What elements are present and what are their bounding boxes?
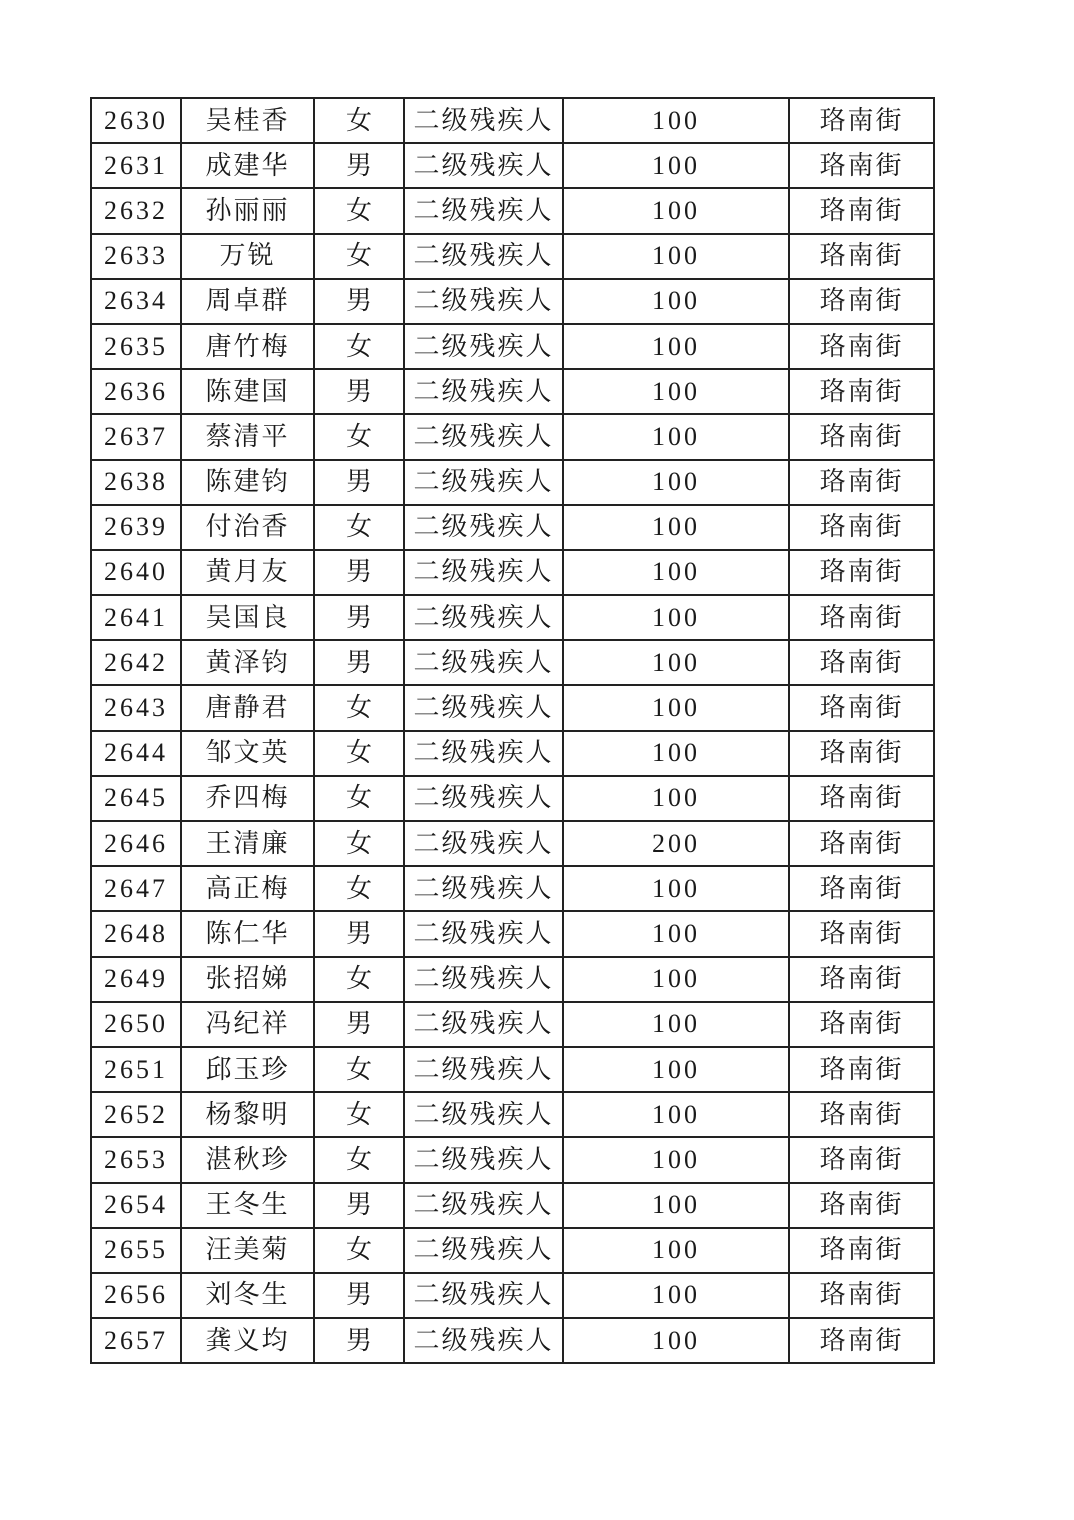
cell-name: 吴桂香: [181, 98, 314, 143]
cell-amount: 100: [563, 98, 789, 143]
table-row: [91, 1137, 934, 1182]
cell-amount: 100: [563, 414, 789, 459]
table-row: [91, 595, 934, 640]
cell-disability-level: 二级残疾人: [404, 776, 563, 821]
cell-amount: 100: [563, 505, 789, 550]
cell-name: 邱玉珍: [181, 1047, 314, 1092]
cell-amount: 100: [563, 866, 789, 911]
cell-number: 2651: [91, 1047, 181, 1092]
cell-number: 2637: [91, 414, 181, 459]
table-row: [91, 776, 934, 821]
cell-disability-level: 二级残疾人: [404, 866, 563, 911]
cell-amount: 100: [563, 1228, 789, 1273]
cell-number: 2657: [91, 1318, 181, 1363]
cell-amount: 100: [563, 1137, 789, 1182]
cell-amount: 100: [563, 1183, 789, 1228]
cell-amount: 100: [563, 188, 789, 233]
cell-name: 孙丽丽: [181, 188, 314, 233]
cell-amount: 100: [563, 685, 789, 730]
cell-street: 珞南街: [789, 550, 934, 595]
cell-street: 珞南街: [789, 731, 934, 776]
cell-disability-level: 二级残疾人: [404, 640, 563, 685]
table-row: [91, 414, 934, 459]
cell-gender: 女: [314, 957, 404, 1002]
cell-disability-level: 二级残疾人: [404, 143, 563, 188]
table-row: [91, 98, 934, 143]
cell-gender: 女: [314, 414, 404, 459]
cell-amount: 100: [563, 369, 789, 414]
cell-number: 2646: [91, 821, 181, 866]
cell-number: 2638: [91, 460, 181, 505]
cell-street: 珞南街: [789, 98, 934, 143]
table-row: [91, 505, 934, 550]
table-row: [91, 957, 934, 1002]
cell-number: 2650: [91, 1002, 181, 1047]
cell-name: 王清廉: [181, 821, 314, 866]
table-row: [91, 640, 934, 685]
table-row: [91, 731, 934, 776]
table-row: [91, 143, 934, 188]
cell-street: 珞南街: [789, 324, 934, 369]
cell-disability-level: 二级残疾人: [404, 1273, 563, 1318]
cell-amount: 100: [563, 279, 789, 324]
cell-gender: 女: [314, 505, 404, 550]
cell-name: 黄月友: [181, 550, 314, 595]
cell-gender: 女: [314, 1047, 404, 1092]
cell-street: 珞南街: [789, 776, 934, 821]
cell-amount: 100: [563, 957, 789, 1002]
cell-amount: 100: [563, 143, 789, 188]
table-row: [91, 1318, 934, 1363]
cell-street: 珞南街: [789, 911, 934, 956]
cell-street: 珞南街: [789, 369, 934, 414]
cell-gender: 男: [314, 279, 404, 324]
table-row: [91, 279, 934, 324]
cell-name: 万锐: [181, 234, 314, 279]
cell-street: 珞南街: [789, 595, 934, 640]
cell-gender: 女: [314, 821, 404, 866]
cell-gender: 女: [314, 324, 404, 369]
table-row: [91, 685, 934, 730]
cell-gender: 男: [314, 550, 404, 595]
cell-disability-level: 二级残疾人: [404, 1183, 563, 1228]
cell-name: 付治香: [181, 505, 314, 550]
cell-street: 珞南街: [789, 685, 934, 730]
cell-disability-level: 二级残疾人: [404, 234, 563, 279]
cell-amount: 100: [563, 911, 789, 956]
cell-name: 唐竹梅: [181, 324, 314, 369]
table-row: [91, 188, 934, 233]
cell-street: 珞南街: [789, 188, 934, 233]
cell-street: 珞南街: [789, 505, 934, 550]
cell-gender: 女: [314, 188, 404, 233]
cell-gender: 男: [314, 1002, 404, 1047]
cell-gender: 男: [314, 143, 404, 188]
table-row: [91, 866, 934, 911]
cell-amount: 100: [563, 640, 789, 685]
table-row: [91, 821, 934, 866]
cell-amount: 100: [563, 460, 789, 505]
table-row: [91, 1047, 934, 1092]
cell-street: 珞南街: [789, 234, 934, 279]
cell-name: 成建华: [181, 143, 314, 188]
cell-street: 珞南街: [789, 460, 934, 505]
cell-amount: 100: [563, 595, 789, 640]
table-row: [91, 550, 934, 595]
cell-amount: 100: [563, 731, 789, 776]
cell-number: 2656: [91, 1273, 181, 1318]
cell-number: 2643: [91, 685, 181, 730]
cell-number: 2630: [91, 98, 181, 143]
cell-number: 2652: [91, 1092, 181, 1137]
cell-gender: 男: [314, 1318, 404, 1363]
cell-disability-level: 二级残疾人: [404, 731, 563, 776]
cell-number: 2633: [91, 234, 181, 279]
cell-disability-level: 二级残疾人: [404, 1318, 563, 1363]
cell-gender: 女: [314, 234, 404, 279]
cell-number: 2641: [91, 595, 181, 640]
cell-gender: 男: [314, 1183, 404, 1228]
cell-street: 珞南街: [789, 957, 934, 1002]
cell-gender: 男: [314, 911, 404, 956]
cell-disability-level: 二级残疾人: [404, 550, 563, 595]
cell-disability-level: 二级残疾人: [404, 821, 563, 866]
cell-name: 龚义均: [181, 1318, 314, 1363]
cell-amount: 100: [563, 1318, 789, 1363]
cell-disability-level: 二级残疾人: [404, 911, 563, 956]
cell-name: 吴国良: [181, 595, 314, 640]
cell-street: 珞南街: [789, 1047, 934, 1092]
roster-table-body: [91, 98, 934, 1363]
cell-street: 珞南街: [789, 821, 934, 866]
cell-street: 珞南街: [789, 143, 934, 188]
cell-name: 蔡清平: [181, 414, 314, 459]
cell-street: 珞南街: [789, 1318, 934, 1363]
cell-amount: 100: [563, 324, 789, 369]
cell-amount: 100: [563, 1002, 789, 1047]
cell-street: 珞南街: [789, 1183, 934, 1228]
cell-amount: 200: [563, 821, 789, 866]
table-row: [91, 460, 934, 505]
cell-gender: 女: [314, 1092, 404, 1137]
cell-number: 2645: [91, 776, 181, 821]
cell-number: 2632: [91, 188, 181, 233]
cell-street: 珞南街: [789, 866, 934, 911]
cell-street: 珞南街: [789, 414, 934, 459]
cell-name: 黄泽钧: [181, 640, 314, 685]
cell-street: 珞南街: [789, 1137, 934, 1182]
cell-name: 冯纪祥: [181, 1002, 314, 1047]
cell-number: 2636: [91, 369, 181, 414]
cell-number: 2653: [91, 1137, 181, 1182]
cell-disability-level: 二级残疾人: [404, 188, 563, 233]
cell-name: 陈建国: [181, 369, 314, 414]
cell-name: 陈仁华: [181, 911, 314, 956]
cell-number: 2631: [91, 143, 181, 188]
cell-name: 乔四梅: [181, 776, 314, 821]
table-row: [91, 1002, 934, 1047]
cell-name: 邹文英: [181, 731, 314, 776]
cell-amount: 100: [563, 234, 789, 279]
table-row: [91, 1273, 934, 1318]
cell-gender: 女: [314, 776, 404, 821]
cell-street: 珞南街: [789, 279, 934, 324]
cell-number: 2655: [91, 1228, 181, 1273]
cell-name: 杨黎明: [181, 1092, 314, 1137]
cell-disability-level: 二级残疾人: [404, 1002, 563, 1047]
cell-number: 2649: [91, 957, 181, 1002]
table-row: [91, 1183, 934, 1228]
cell-disability-level: 二级残疾人: [404, 1137, 563, 1182]
cell-number: 2640: [91, 550, 181, 595]
cell-name: 湛秋珍: [181, 1137, 314, 1182]
cell-amount: 100: [563, 1047, 789, 1092]
cell-disability-level: 二级残疾人: [404, 957, 563, 1002]
cell-street: 珞南街: [789, 1273, 934, 1318]
cell-name: 陈建钧: [181, 460, 314, 505]
cell-name: 张招娣: [181, 957, 314, 1002]
cell-number: 2635: [91, 324, 181, 369]
cell-name: 高正梅: [181, 866, 314, 911]
cell-disability-level: 二级残疾人: [404, 369, 563, 414]
cell-disability-level: 二级残疾人: [404, 1228, 563, 1273]
cell-gender: 男: [314, 1273, 404, 1318]
cell-street: 珞南街: [789, 640, 934, 685]
cell-name: 汪美菊: [181, 1228, 314, 1273]
cell-disability-level: 二级残疾人: [404, 1047, 563, 1092]
cell-gender: 女: [314, 1228, 404, 1273]
cell-disability-level: 二级残疾人: [404, 460, 563, 505]
cell-number: 2648: [91, 911, 181, 956]
cell-gender: 女: [314, 685, 404, 730]
cell-disability-level: 二级残疾人: [404, 324, 563, 369]
cell-disability-level: 二级残疾人: [404, 279, 563, 324]
cell-street: 珞南街: [789, 1002, 934, 1047]
cell-amount: 100: [563, 1273, 789, 1318]
cell-name: 唐静君: [181, 685, 314, 730]
cell-gender: 男: [314, 595, 404, 640]
table-row: [91, 324, 934, 369]
cell-street: 珞南街: [789, 1228, 934, 1273]
cell-disability-level: 二级残疾人: [404, 595, 563, 640]
cell-disability-level: 二级残疾人: [404, 505, 563, 550]
table-row: [91, 1092, 934, 1137]
cell-disability-level: 二级残疾人: [404, 414, 563, 459]
cell-number: 2639: [91, 505, 181, 550]
cell-number: 2644: [91, 731, 181, 776]
cell-gender: 男: [314, 369, 404, 414]
table-row: [91, 1228, 934, 1273]
table-row: [91, 911, 934, 956]
cell-amount: 100: [563, 1092, 789, 1137]
cell-name: 王冬生: [181, 1183, 314, 1228]
cell-amount: 100: [563, 550, 789, 595]
cell-street: 珞南街: [789, 1092, 934, 1137]
cell-disability-level: 二级残疾人: [404, 1092, 563, 1137]
cell-gender: 女: [314, 731, 404, 776]
cell-number: 2654: [91, 1183, 181, 1228]
table-row: [91, 234, 934, 279]
cell-gender: 男: [314, 640, 404, 685]
cell-number: 2634: [91, 279, 181, 324]
cell-name: 周卓群: [181, 279, 314, 324]
table-row: [91, 369, 934, 414]
cell-gender: 女: [314, 98, 404, 143]
cell-number: 2647: [91, 866, 181, 911]
cell-gender: 男: [314, 460, 404, 505]
cell-number: 2642: [91, 640, 181, 685]
cell-name: 刘冬生: [181, 1273, 314, 1318]
roster-table: [90, 97, 935, 1364]
cell-gender: 女: [314, 1137, 404, 1182]
cell-amount: 100: [563, 776, 789, 821]
cell-disability-level: 二级残疾人: [404, 685, 563, 730]
cell-disability-level: 二级残疾人: [404, 98, 563, 143]
cell-gender: 女: [314, 866, 404, 911]
